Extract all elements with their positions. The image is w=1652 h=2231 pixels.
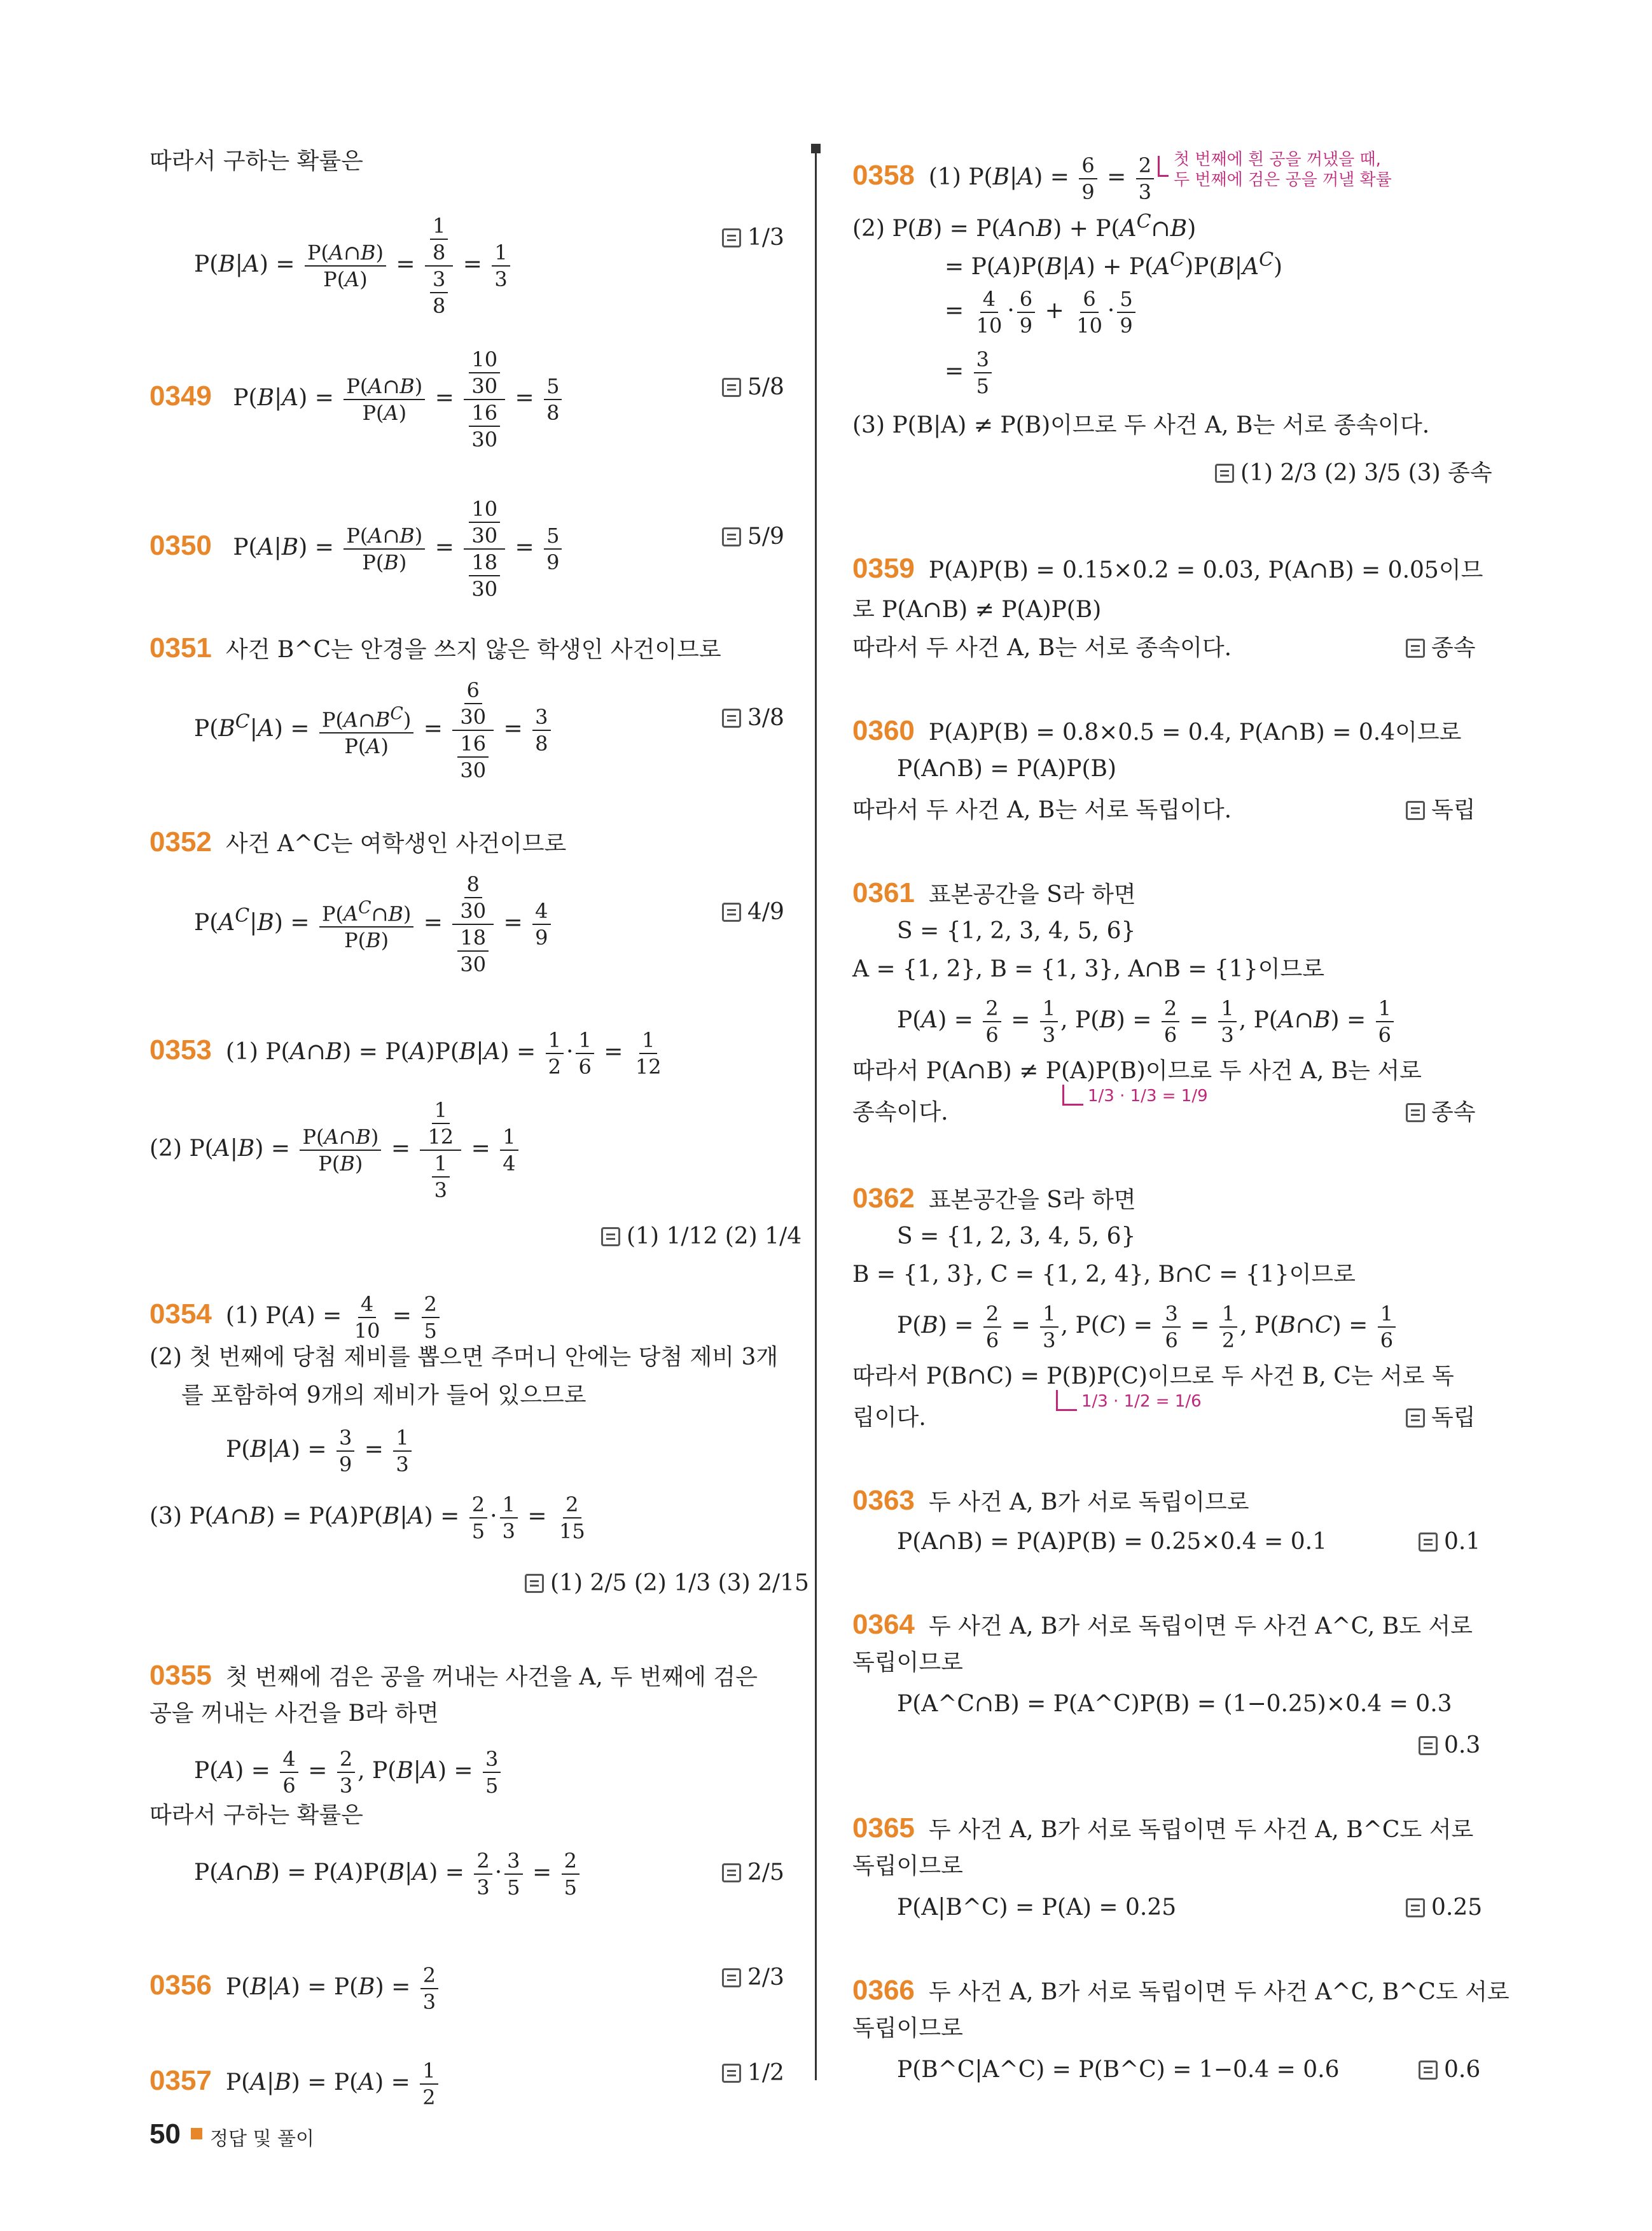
answer-0363: 0.1	[1419, 1527, 1480, 1557]
footer-label: 정답 및 풀이	[210, 2128, 314, 2150]
problem-0354-part3: (3) P(A∩B) = P(A)P(B|A) = $\frac{2}{5}$ · $\frac{1}{3}$ = $\frac{2}{15}$	[149, 1492, 585, 1543]
answer-0356: 2/3	[722, 1963, 784, 1993]
answer-icon	[1406, 801, 1425, 820]
problem-0366-line3: P(B^C|A^C) = P(B^C) = 1−0.4 = 0.6	[897, 2057, 1340, 2083]
answer-0350: 5/9	[722, 522, 784, 552]
column-divider	[815, 146, 817, 2080]
answer-icon	[601, 1227, 620, 1246]
answer-icon	[722, 903, 741, 922]
problem-0365-line3: P(A|B^C) = P(A) = 0.25	[897, 1894, 1177, 1921]
answer-icon	[1215, 464, 1234, 483]
problem-0352: 0352 사건 A^C는 여학생인 사건이므로	[149, 826, 567, 858]
problem-0364-line3: P(A^C∩B) = P(A^C)P(B) = (1−0.25)×0.4 = 0.3	[897, 1691, 1452, 1717]
answer-icon	[722, 1863, 741, 1882]
answer-icon	[525, 1574, 544, 1593]
answer-0359: 종속	[1406, 633, 1476, 664]
answer-icon	[1419, 1533, 1438, 1552]
problem-0351: 0351 사건 B^C는 안경을 쓰지 않은 학생인 사건이므로	[149, 632, 721, 664]
problem-0363-line2: P(A∩B) = P(A)P(B) = 0.25×0.4 = 0.1	[897, 1529, 1327, 1555]
problem-0360-line2: P(A∩B) = P(A)P(B)	[897, 756, 1117, 782]
problem-0355: 0355 첫 번째에 검은 공을 꺼내는 사건을 A, 두 번째에 검은	[149, 1660, 758, 1691]
problem-0362: 0362 표본공간을 S라 하면	[852, 1183, 1136, 1214]
cont-equation: P(B|A) = $\frac{P(A\cap B)}{P(A)}$ = $\frac{\frac{1}{8}}{\frac{3}{8}}$ = $\frac{1}{3}$	[194, 213, 513, 319]
problem-0365-line2: 독립이므로	[852, 1853, 963, 1879]
problem-0357: 0357 P(A|B) = P(A) = $\frac{1}{2}$	[149, 2058, 441, 2110]
problem-0356: 0356 P(B|A) = P(B) = $\frac{2}{3}$	[149, 1963, 441, 2015]
problem-0362-line4: P(B) = $\frac{2}{6}$ = $\frac{1}{3}$ , P(C) = $\frac{3}{6}$ = $\frac{1}{2}$ , P(B∩C) = $\frac{1}{6}$	[897, 1301, 1398, 1353]
problem-0358-line4: = $\frac{4}{10}$ · $\frac{6}{9}$ + $\frac{6}{10}$ · $\frac{5}{9}$	[945, 286, 1138, 338]
equation-0351: $P(B^C|A)$ = $\frac{P(A\cap B^C)}{P(A)}$ = $\frac{\frac{6}{30}}{\frac{16}{30}}$ = $\frac{3}{8}$	[194, 678, 553, 783]
answer-icon	[722, 709, 741, 728]
problem-0358-line5: = $\frac{3}{5}$	[945, 347, 994, 399]
answer-icon	[722, 1968, 741, 1987]
answer-0349: 5/8	[722, 372, 784, 403]
problem-0366: 0366 두 사건 A, B가 서로 독립이면 두 사건 A^C, B^C도 서로	[852, 1975, 1510, 2006]
problem-0360-line3: 따라서 두 사건 A, B는 서로 독립이다.	[852, 797, 1232, 823]
problem-0354: 0354 (1) P(A) = $\frac{4}{10}$ = $\frac{2}{5}$	[149, 1291, 442, 1344]
problem-0366-line2: 독립이므로	[852, 2015, 963, 2041]
problem-0362-line6: 립이다.	[852, 1405, 926, 1431]
problem-0358-line3: = $P(A)P(B|A) + P(A^C)P(B|A^C)$	[945, 249, 1283, 280]
answer-0358: (1) 2/3 (2) 3/5 (3) 종속	[1215, 458, 1492, 489]
problem-0359-line3: 따라서 두 사건 A, B는 서로 종속이다.	[852, 635, 1232, 661]
problem-0361-line6: 종속이다.	[852, 1099, 948, 1125]
page-number: 50	[149, 2118, 181, 2150]
answer-0355: 2/5	[722, 1858, 784, 1888]
problem-0359: 0359 P(A)P(B) = 0.15×0.2 = 0.03, P(A∩B) = 0.05이므	[852, 553, 1483, 584]
answer-0357: 1/2	[722, 2058, 784, 2089]
problem-0361-line5: 따라서 P(A∩B) ≠ P(A)P(B)이므로 두 사건 A, B는 서로	[852, 1058, 1422, 1084]
problem-0359-line2: 로 P(A∩B) ≠ P(A)P(B)	[852, 597, 1102, 623]
problem-0355-line3: 따라서 구하는 확률은	[149, 1802, 363, 1828]
problem-0350: 0350 P(A|B) = $\frac{P(A\cap B)}{P(B)}$ = $\frac{\frac{10}{30}}{\frac{18}{30}}$ = $\frac{5}{9}$	[149, 496, 564, 602]
column-divider-cap	[811, 144, 821, 153]
answer-icon	[722, 378, 741, 397]
problem-0355-line2: 공을 꺼내는 사건을 B라 하면	[149, 1700, 439, 1727]
answer-icon	[722, 228, 741, 247]
answer-icon	[1406, 639, 1425, 658]
note-0358-line1: 첫 번째에 흰 공을 꺼냈을 때,	[1174, 150, 1381, 169]
answer-0365: 0.25	[1406, 1893, 1482, 1923]
cont-answer: 1/3	[722, 223, 784, 253]
answer-0366: 0.6	[1419, 2055, 1480, 2085]
problem-0353: 0353 (1) P(A∩B) = P(A)P(B|A) = $\frac{1}{2}$ · $\frac{1}{6}$ = $\frac{1}{12}$	[149, 1028, 662, 1079]
problem-0358-line2: (2) P(B) = P(A∩B) + $P(A^C\cap B)$	[852, 211, 1197, 242]
problem-0349: 0349 P(B|A) = $\frac{P(A\cap B)}{P(A)}$ = $\frac{\frac{10}{30}}{\frac{16}{30}}$ = $\frac{5}{8}$	[149, 347, 564, 452]
answer-0364: 0.3	[1419, 1730, 1480, 1761]
note-0358-line2: 두 번째에 검은 공을 꺼낼 확률	[1174, 170, 1392, 190]
problem-0365: 0365 두 사건 A, B가 서로 독립이면 두 사건 A, B^C도 서로	[852, 1812, 1474, 1844]
note-0362: 1/3 · 1/2 = 1/6	[1081, 1392, 1202, 1411]
answer-0362: 독립	[1406, 1403, 1476, 1433]
answer-0361: 종속	[1406, 1097, 1476, 1128]
problem-0361-line2: S = {1, 2, 3, 4, 5, 6}	[897, 918, 1136, 944]
answer-0354: (1) 2/5 (2) 1/3 (3) 2/15	[525, 1568, 809, 1599]
answer-icon	[1406, 1408, 1425, 1428]
note-0361: 1/3 · 1/3 = 1/9	[1088, 1087, 1208, 1106]
problem-0362-line2: S = {1, 2, 3, 4, 5, 6}	[897, 1223, 1136, 1249]
answer-0353: (1) 1/12 (2) 1/4	[601, 1221, 802, 1252]
problem-0363: 0363 두 사건 A, B가 서로 독립이므로	[852, 1485, 1249, 1516]
answer-icon	[1419, 2061, 1438, 2080]
equation-0352: $P(A^C|B)$ = $\frac{P(A^C\cap B)}{P(B)}$ = $\frac{\frac{8}{30}}{\frac{18}{30}}$ = $\frac{4}{9}$	[194, 872, 553, 977]
note-bracket	[1158, 156, 1169, 177]
footer-square-icon	[191, 2128, 202, 2139]
problem-0361: 0361 표본공간을 S라 하면	[852, 877, 1136, 908]
problem-0360: 0360 P(A)P(B) = 0.8×0.5 = 0.4, P(A∩B) = 0.4이므로	[852, 715, 1462, 746]
note-bracket	[1056, 1390, 1077, 1411]
problem-0361-line3: A = {1, 2}, B = {1, 3}, A∩B = {1}이므로	[852, 956, 1325, 982]
answer-icon	[722, 2064, 741, 2083]
equation-0355-b: P(A∩B) = P(A)P(B|A) = $\frac{2}{3}$ · $\frac{3}{5}$ = $\frac{2}{5}$	[194, 1848, 582, 1900]
problem-0362-line3: B = {1, 3}, C = {1, 2, 4}, B∩C = {1}이므로	[852, 1261, 1356, 1288]
problem-0364: 0364 두 사건 A, B가 서로 독립이면 두 사건 A^C, B도 서로	[852, 1609, 1473, 1640]
equation-0354: P(B|A) = $\frac{3}{9}$ = $\frac{1}{3}$	[226, 1425, 414, 1477]
answer-icon	[1406, 1898, 1425, 1917]
answer-icon	[722, 527, 741, 546]
equation-0353: (2) P(A|B) = $\frac{P(A\cap B)}{P(B)}$ = $\frac{\frac{1}{12}}{\frac{1}{3}}$ = $\frac{1}{4}$	[149, 1097, 521, 1203]
answer-icon	[1406, 1103, 1425, 1122]
answer-0360: 독립	[1406, 795, 1476, 826]
problem-0362-line5: 따라서 P(B∩C) = P(B)P(C)이므로 두 사건 B, C는 서로 독	[852, 1363, 1454, 1389]
problem-0364-line2: 독립이므로	[852, 1650, 963, 1676]
cont-intro: 따라서 구하는 확률은	[149, 148, 363, 174]
problem-0358: 0358 (1) P(B|A) = $\frac{6}{9}$ = $\frac{2}{3}$	[852, 153, 1156, 205]
note-bracket	[1062, 1085, 1083, 1106]
answer-0351: 3/8	[722, 703, 784, 733]
problem-0354-line2: (2) 첫 번째에 당첨 제비를 뽑으면 주머니 안에는 당첨 제비 3개	[149, 1344, 779, 1370]
answer-icon	[1419, 1736, 1438, 1755]
problem-0358-line6: (3) P(B|A) ≠ P(B)이므로 두 사건 A, B는 서로 종속이다.	[852, 412, 1430, 438]
answer-0352: 4/9	[722, 897, 784, 928]
problem-0354-line3: 를 포함하여 9개의 제비가 들어 있으므로	[181, 1382, 587, 1408]
problem-0361-line4: P(A) = $\frac{2}{6}$ = $\frac{1}{3}$ , P(B) = $\frac{2}{6}$ = $\frac{1}{3}$ , P(A∩B) = $\frac{1}{6}$	[897, 996, 1396, 1048]
equation-0355: P(A) = $\frac{4}{6}$ = $\frac{2}{3}$ , P(B|A) = $\frac{3}{5}$	[194, 1746, 503, 1798]
